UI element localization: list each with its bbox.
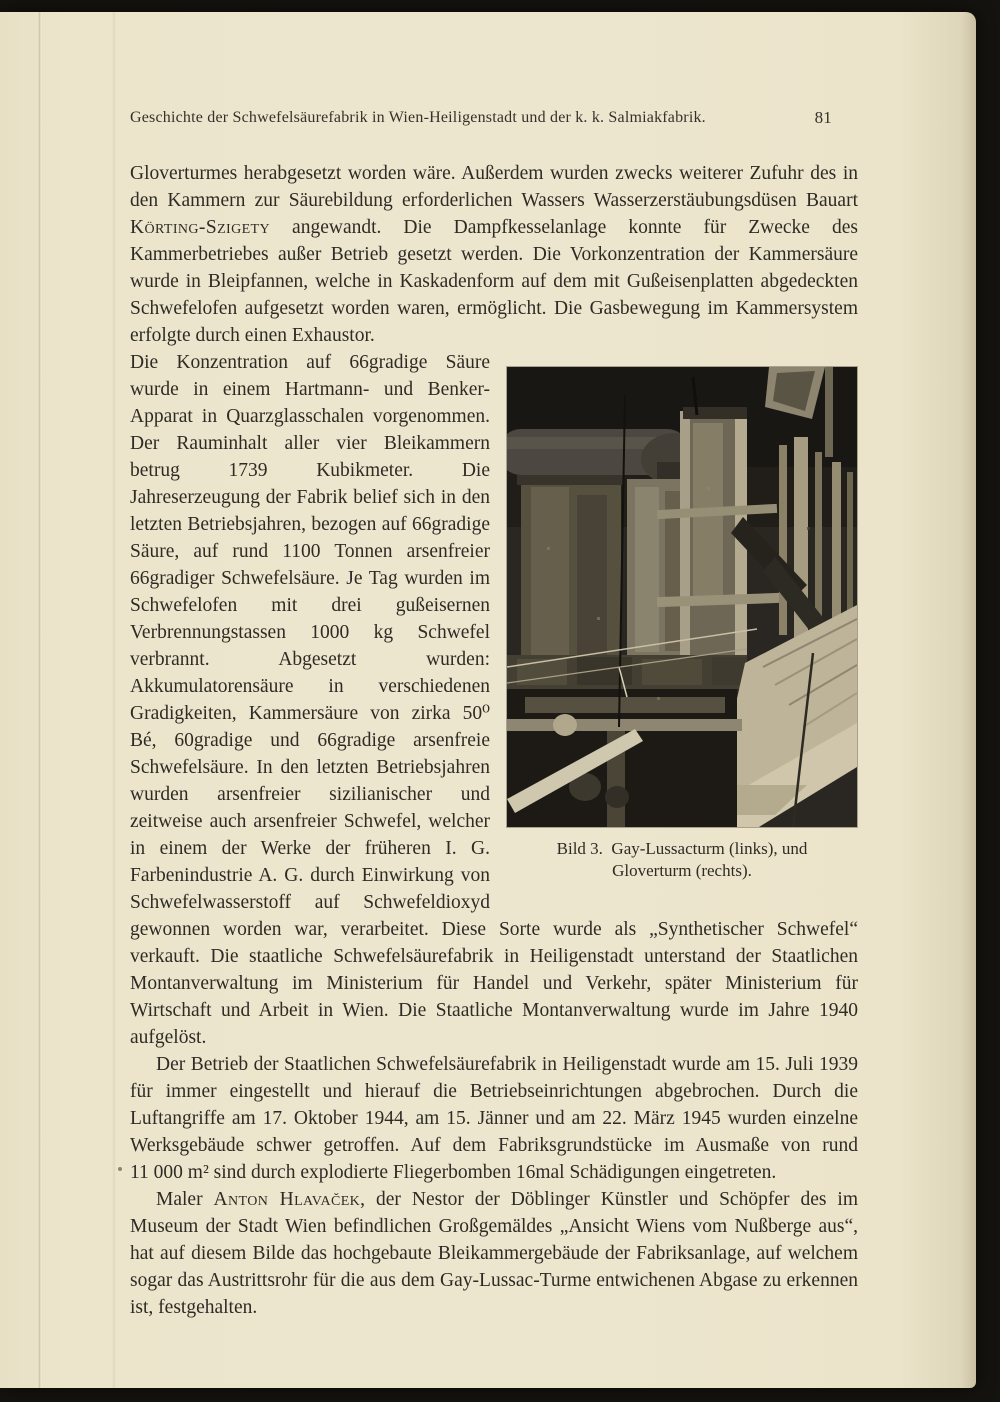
paragraph-4-text-a: Maler: [156, 1189, 214, 1210]
paper-crease: [112, 12, 116, 1388]
paragraph-3: [130, 1051, 858, 1186]
caption-line-1: Bild 3. Gay-Lussacturm (links), und: [556, 839, 808, 858]
paragraph-4-text-b: , der Nestor der Döblinger Künstler und Schöpfer des im Museum der Stadt Wien befindlichen Großgemäldes „Ansicht Wiens vom Nußberge aus“, hat auf diesem Bilde das hochgebaute Bleikammergebäude der Fabriksanlage, auf welchem sogar das Austrittsrohr für die aus dem Gay-Lussac-Turme entwichenen Abgase zu erkennen ist, festgehalten.: [130, 1189, 858, 1318]
body-text: [130, 160, 858, 1321]
smallcaps-anton-hlavacek: Anton Hlavaček: [213, 1189, 361, 1210]
caption-line-2: Gloverturm (rechts).: [612, 861, 752, 880]
page-header: [130, 109, 858, 127]
paragraph-2-text: Die Konzentration auf 66gradige Säure wurde in einem Hartmann- und Benker-Apparat in Quarzglasschalen vorgenommen. Der Rauminhalt aller vier Bleikammern betrug 1739 Kubikmeter. Die Jahreserzeugung der Fabrik belief sich in den letzten Betriebsjahren, bezogen auf 66gradige Säure, auf rund 1100 Tonnen arsenfreier 66gradiger Schwefelsäure. Je Tag wurden im Schwefelofen mit drei gußeisernen Verbrennungstassen 1000 kg Schwefel verbrannt. Abgesetzt wurden: Akkumulatorensäure in verschiedenen Gradigkeiten, Kammersäure von zirka 50⁰ Bé, 60gradige und 66gradige arsenfreie Schwefelsäure. In den letzten Betriebsjahren wurden arsenfreier sizilianischer und zeitweise auch arsenfreier Schwefel, welcher in einem der Werke der früheren I. G. Farbenindustrie A. G. durch Einwirkung von Schwefelwasserstoff auf Schwefeldioxyd gewonnen worden war, verarbeitet. Diese Sorte wurde als „Synthetischer Schwefel“ verkauft. Die staatliche Schwefelsäurefabrik in Heiligenstadt unterstand der Staatlichen Montanverwaltung im Ministerium für Handel und Verkehr, später Ministerium für Wirtschaft und Arbeit in Wien. Die Staatliche Montanverwaltung wurde im Jahre 1940 aufgelöst.: [130, 352, 858, 1048]
paper-sheet: [0, 12, 976, 1388]
paragraph-4: [130, 1186, 858, 1321]
factory-towers-photo-illustration: [507, 367, 857, 827]
paragraph-3-text: Der Betrieb der Staatlichen Schwefelsäurefabrik in Heiligenstadt wurde am 15. Juli 1939 für immer eingestellt und hierauf die Betriebseinrichtungen abgebrochen. Durch die Luftangriffe am 17. Oktober 1944, am 15. Jänner und am 22. März 1945 wurden einzelne Werksgebäude schwer getroffen. Auf dem Fabriksgrundstücke im Ausmaße von rund 11 000 m² sind durch explodierte Fliegerbomben 16mal Schädigungen eingetreten.: [130, 1054, 858, 1183]
running-title: Geschichte der Schwefelsäurefabrik in Wien-Heiligenstadt und der k. k. Salmiakfabrik.: [130, 109, 706, 126]
figure-photo: [507, 367, 857, 827]
paragraph-1-text-a: Gloverturmes herabgesetzt worden wäre. Außerdem wurden zwecks weiterer Zufuhr des in den Kammern zur Säurebildung erforderlichen Wassers Wasserzerstäubungsdüsen Bauart: [130, 163, 858, 211]
figure-caption: [506, 838, 858, 882]
smallcaps-koerting-szigety: Körting-Szigety: [130, 217, 271, 238]
figure-bild-3: [506, 367, 858, 882]
binding-crease: [38, 12, 42, 1388]
page-content: [130, 109, 858, 1321]
page-number: 81: [814, 108, 832, 127]
paragraph-1-text-b: angewandt. Die Dampfkesselanlage konnte für Zwecke des Kammerbetriebes außer Betrieb gesetzt werden. Die Vorkonzentration der Kammersäure wurde in Bleipfannen, welche in Kaskadenform auf dem mit Gußeisenplatten abgedeckten Schwefelofen aufgesetzt worden waren, ermöglicht. Die Gasbewegung im Kammersystem erfolgte durch einen Exhaustor.: [130, 217, 858, 346]
paper-speck: [118, 1167, 122, 1171]
paragraph-1: [130, 160, 858, 349]
